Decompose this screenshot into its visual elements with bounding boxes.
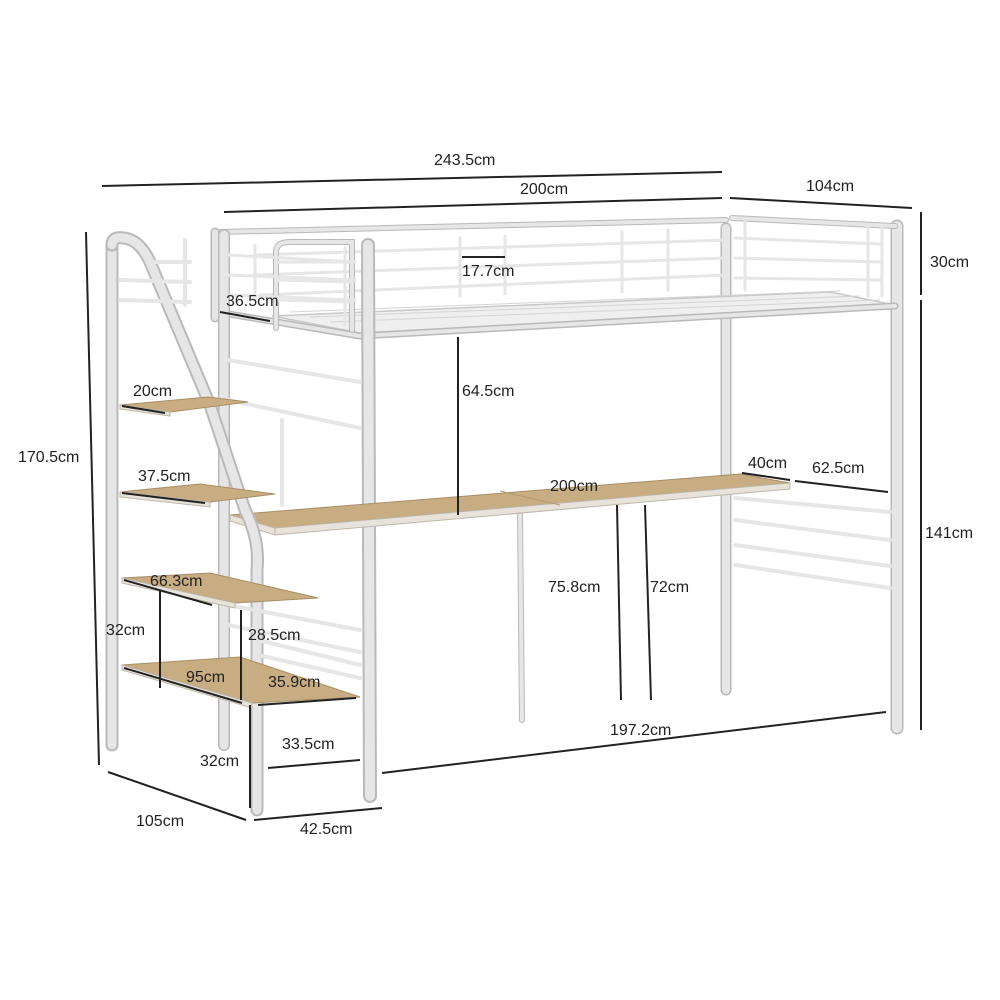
stair-depth-label: 105cm (136, 813, 185, 830)
right-headboard (732, 218, 895, 296)
desk-height-back-label: 72cm (650, 579, 690, 596)
side-frame-label: 62.5cm (812, 460, 865, 477)
right-side-rails (735, 498, 890, 588)
desk-height-front-label: 75.8cm (548, 579, 601, 596)
stair-length-label: 95cm (186, 669, 226, 686)
overall-height-label: 170.5cm (18, 449, 80, 466)
rail-spacing-label: 17.7cm (462, 263, 515, 280)
step-depth-top-label: 20cm (133, 383, 173, 400)
desk-length-label: 200cm (550, 478, 599, 495)
stair-base-width-label: 42.5cm (300, 821, 353, 838)
desk-to-bed-label: 64.5cm (462, 383, 515, 400)
floor-length-label: 197.2cm (610, 722, 672, 739)
step-rise-mid-label: 28.5cm (248, 627, 301, 644)
step-rise-left-label: 32cm (106, 622, 146, 639)
desk-width-label: 40cm (748, 455, 788, 472)
rail-overhang-label: 36.5cm (226, 293, 279, 310)
bed-width-label: 104cm (806, 178, 855, 195)
stair-gap-label: 33.5cm (282, 736, 335, 753)
bottom-rise-label: 32cm (200, 753, 240, 770)
bottom-step-label: 35.9cm (268, 674, 321, 691)
overall-length-label: 243.5cm (434, 152, 496, 169)
bed-length-label: 200cm (520, 181, 569, 198)
step-width-2-label: 37.5cm (138, 468, 191, 485)
step-width-3-label: 66.3cm (150, 573, 203, 590)
under-bed-clearance-label: 141cm (925, 525, 974, 542)
guardrail-height-label: 30cm (930, 254, 970, 271)
